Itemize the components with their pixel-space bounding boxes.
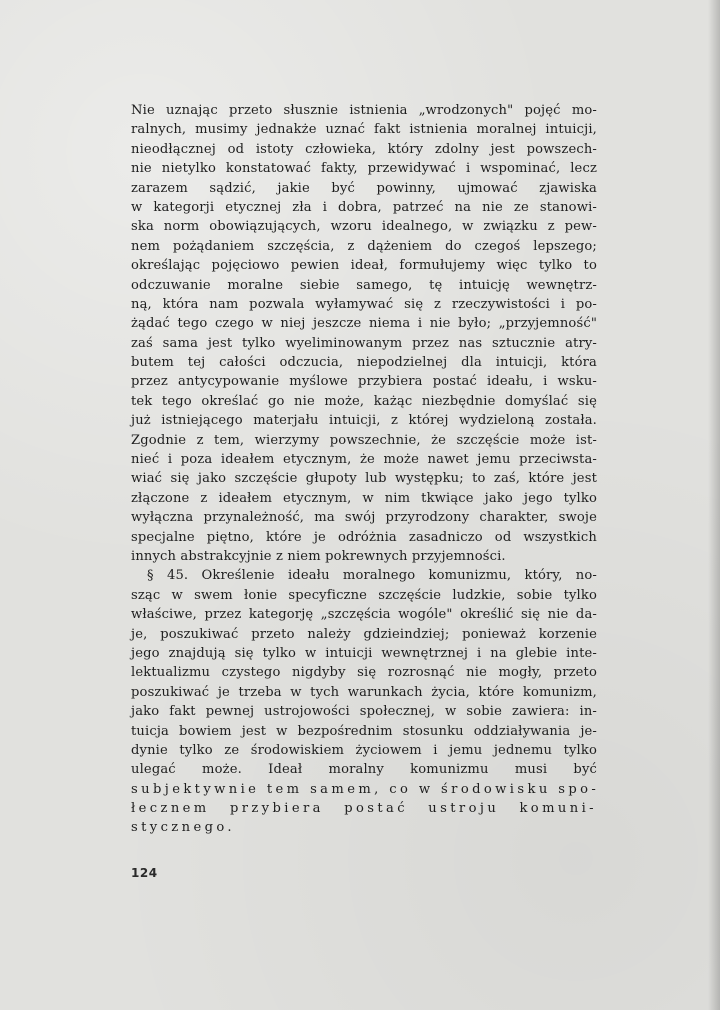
text-line: butem tej całości odczucia, niepodzielnej dla intuicji, która — [131, 355, 597, 371]
text-line: nem pożądaniem szczęścia, z dążeniem do czegoś lepszego; — [131, 238, 597, 254]
text-line: Nie uznając przeto słusznie istnienia „wrodzonych" pojęć mo- — [131, 103, 597, 118]
text-line: sząc w swem łonie specyficzne szczęście ludzkie, sobie tylko — [131, 587, 597, 603]
text-line: tek tego określać go nie może, każąc niezbędnie domyślać się — [131, 393, 597, 409]
page-number: 124 — [131, 866, 158, 880]
text-line: lektualizmu czystego nigdyby się rozrosnąć nie mogły, przeto — [131, 665, 597, 681]
text-line: tuicja bowiem jest w bezpośrednim stosunku oddziaływania je- — [131, 723, 597, 739]
text-line: już istniejącego materjału intuicji, z której wydzieloną została. — [131, 413, 597, 429]
text-line: ulegać może. Ideał moralny komunizmu musi być — [131, 762, 597, 778]
text-line: określając pojęciowo pewien ideał, formułujemy więc tylko to — [131, 258, 597, 274]
text-line: łecznem przybiera postać ustroju komuni- — [131, 801, 597, 817]
text-line: nieodłącznej od istoty człowieka, który zdolny jest powszech- — [131, 141, 597, 157]
text-line: złączone z ideałem etycznym, w nim tkwiące jako jego tylko — [131, 490, 597, 506]
text-line: je, poszukiwać przeto należy gdzieindziej; ponieważ korzenie — [131, 626, 597, 642]
text-line: właściwe, przez kategorję „szczęścia wogóle" określić się nie da- — [131, 607, 597, 623]
text-line: zaś sama jest tylko wyeliminowanym przez nas sztucznie atry- — [131, 335, 597, 351]
text-line: ralnych, musimy jednakże uznać fakt istnienia moralnej intuicji, — [131, 122, 597, 138]
text-line: jego znajdują się tylko w intuicji wewnętrznej i na glebie inte- — [131, 645, 597, 661]
text-line: specjalne piętno, które je odróżnia zasadniczo od wszystkich — [131, 529, 597, 545]
text-line: innych abstrakcyjnie z niem pokrewnych przyjemności. — [131, 548, 506, 564]
text-line: Zgodnie z tem, wierzymy powszechnie, że szczęście może ist- — [131, 432, 597, 448]
text-line: poszukiwać je trzeba w tych warunkach życia, które komunizm, — [131, 684, 597, 700]
body-text — [131, 101, 600, 838]
text-line: nieć i poza ideałem etycznym, że może nawet jemu przeciwsta- — [131, 452, 597, 468]
text-line: przez antycypowanie myślowe przybiera postać ideału, i wsku- — [131, 374, 597, 390]
text-line: wiać się jako szczęście głupoty lub występku; to zaś, które jest — [131, 471, 597, 487]
text-line: ną, która nam pozwala wyłamywać się z rzeczywistości i po- — [131, 296, 597, 312]
text-line: wyłączna przynależność, ma swój przyrodzony charakter, swoje — [131, 510, 597, 526]
text-line: jako fakt pewnej ustrojowości społecznej, w sobie zawiera: in- — [131, 704, 597, 720]
text-line: dynie tylko ze środowiskiem życiowem i jemu jednemu tylko — [131, 742, 597, 758]
text-line: § 45. Określenie ideału moralnego komunizmu, który, no- — [147, 568, 597, 584]
page-edge-shadow — [708, 0, 720, 1010]
text-line: w kategorji etycznej zła i dobra, patrzeć na nie ze stanowi- — [131, 199, 597, 215]
text-line: subjektywnie tem samem, co w środowisku spo- — [131, 781, 600, 797]
text-line: ska norm obowiązujących, wzoru idealnego, w związku z pew- — [131, 219, 597, 235]
text-line: odczuwanie moralne siebie samego, tę intuicję wewnętrz- — [131, 277, 597, 293]
text-line: stycznego. — [131, 820, 235, 836]
text-line: nie nietylko konstatować fakty, przewidywać i wspominać, lecz — [131, 161, 597, 177]
text-line: zarazem sądzić, jakie być powinny, ujmować zjawiska — [131, 180, 597, 196]
text-line: żądać tego czego w niej jeszcze niema i nie było; „przyjemność" — [131, 316, 597, 332]
